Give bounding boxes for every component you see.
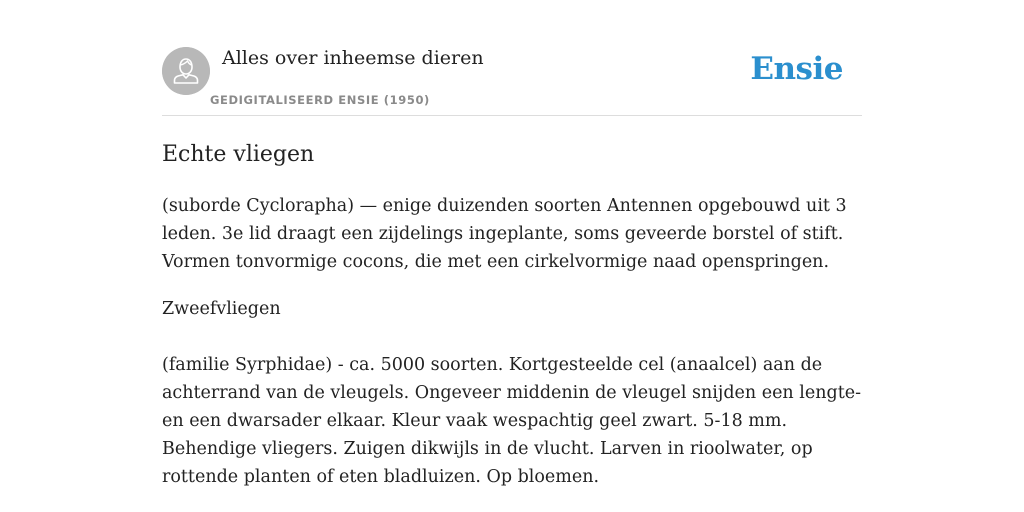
entry-subheading: Zweefvliegen xyxy=(162,299,281,319)
source-header xyxy=(162,0,862,116)
user-avatar-icon xyxy=(162,47,210,95)
entry-paragraph-2: (familie Syrphidae) - ca. 5000 soorten. Kortgesteelde cel (anaalcel) aan de achterrand van de vleugels. Ongeveer middenin de vleugel snijden een lengte- en een dwarsader elkaar. Kleur vaak wespachtig geel zwart. 5-18 mm. Behendige vliegers. Zuigen dikwijls in de vlucht. Larven in rioolwater, op rottende planten of eten bladluizen. Op bloemen. xyxy=(162,355,861,487)
entry-paragraph-1: (suborde Cyclorapha) — enige duizenden soorten Antennen opgebouwd uit 3 leden. 3e lid draagt een zijdelings ingeplante, soms geveerde borstel of stift. Vormen tonvormige cocons, die met een cirkelvormige naad openspringen. xyxy=(162,196,847,272)
source-subtitle: GEDIGITALISEERD ENSIE (1950) xyxy=(210,93,430,107)
entry-title: Echte vliegen xyxy=(162,142,315,167)
ensie-logo[interactable]: Ensie xyxy=(750,51,843,87)
avatar[interactable] xyxy=(162,47,210,95)
source-title[interactable]: Alles over inheemse dieren xyxy=(222,47,484,69)
page-container xyxy=(162,0,862,512)
